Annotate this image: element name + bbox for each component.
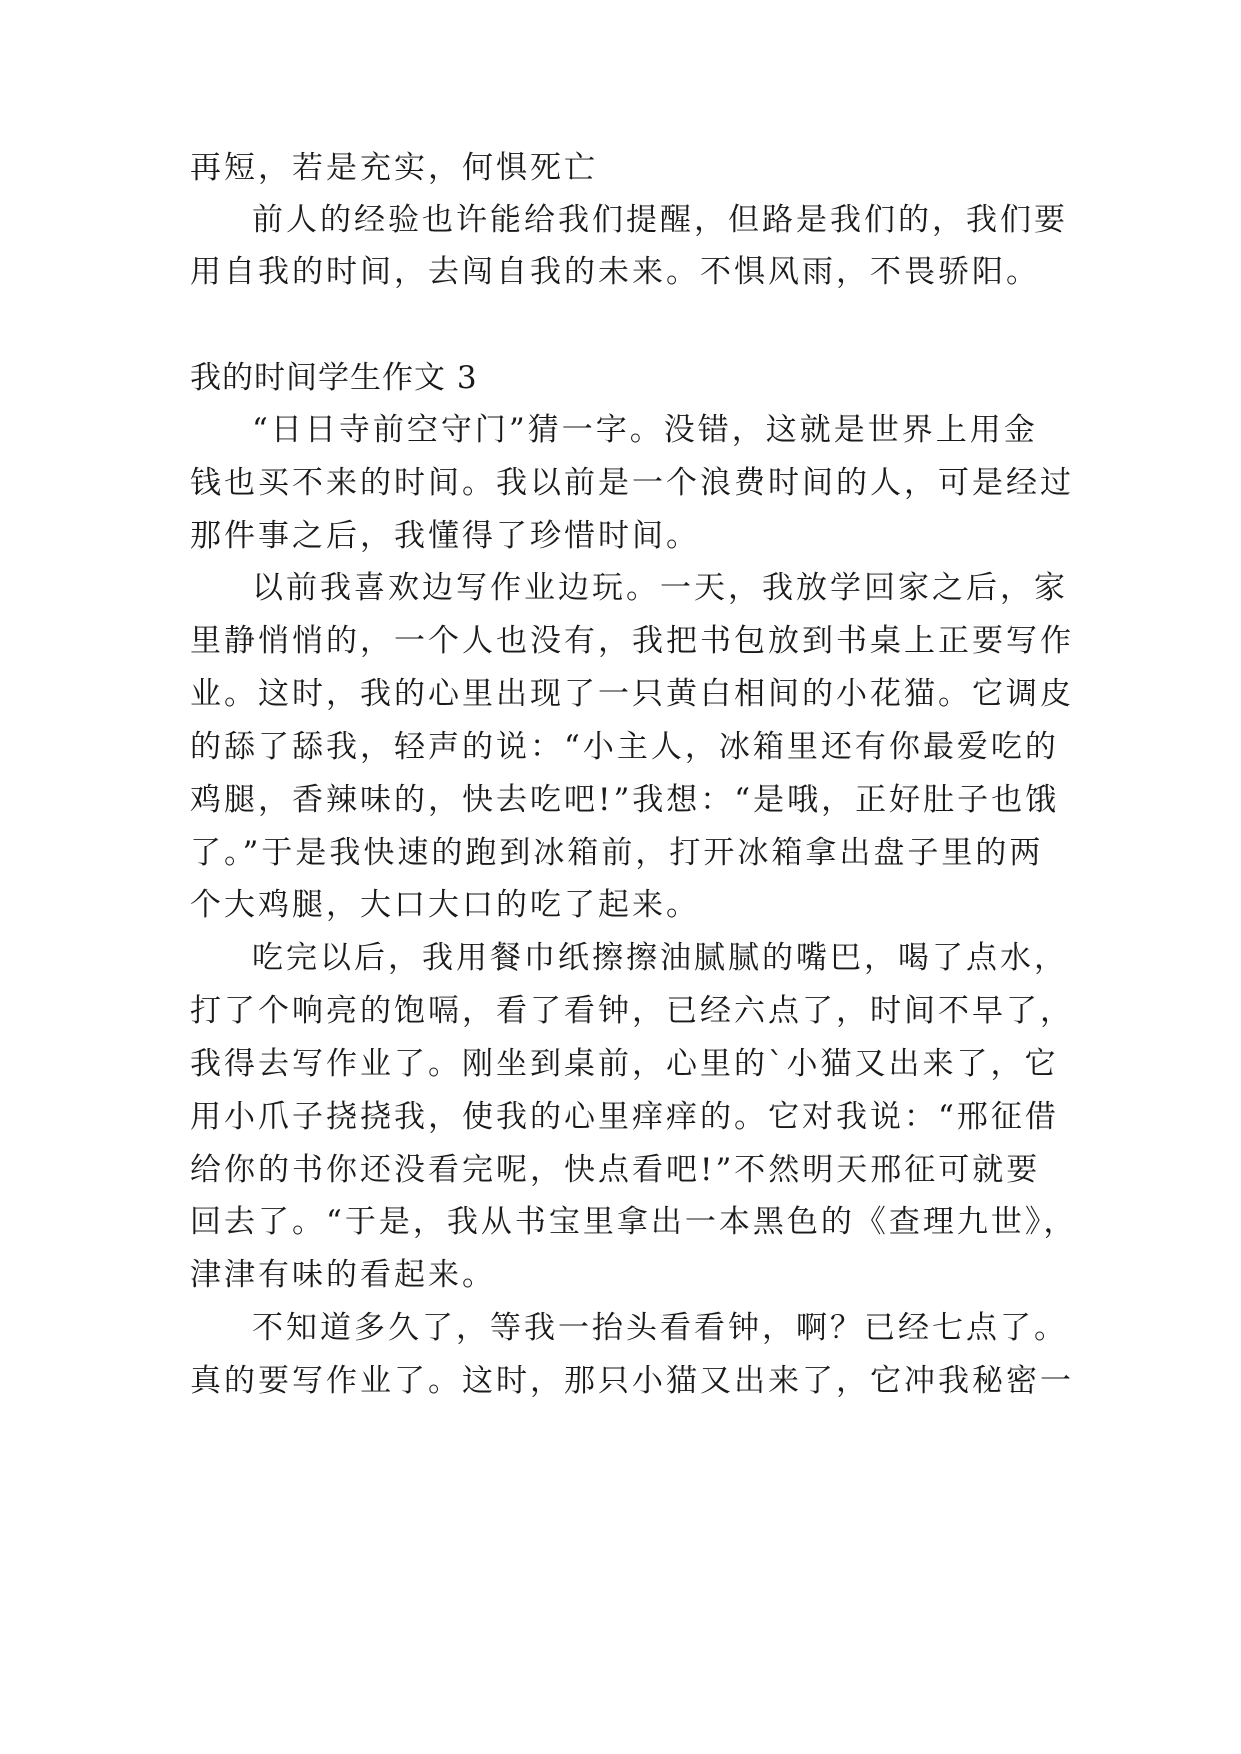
paragraph-after-eating-line: 吃完以后，我用餐巾纸擦擦油腻腻的嘴巴，喝了点水， (252, 940, 1068, 976)
paragraph-seven-line: 真的要写作业了。这时，那只小猫又出来了，它冲我秘密一 (190, 1363, 1074, 1399)
paragraph-after-eating-line: 给你的书你还没看完呢，快点看吧!”不然明天邢征可就要 (190, 1152, 1041, 1188)
paragraph-kitten-line: 了。”于是我快速的跑到冰箱前，打开冰箱拿出盘子里的两 (190, 835, 1044, 871)
paragraph-after-eating-line: 津津有味的看起来。 (190, 1257, 496, 1293)
paragraph-tail-line: 再短，若是充实，何惧死亡 (190, 150, 598, 186)
paragraph-after-eating-line: 回去了。“于是，我从书宝里拿出一本黑色的《查理九世》， (190, 1204, 1078, 1240)
paragraph-kitten-line: 以前我喜欢边写作业边玩。一天，我放学回家之后，家 (252, 570, 1068, 606)
paragraph-kitten-line: 里静悄悄的，一个人也没有，我把书包放到书桌上正要写作 (190, 623, 1074, 659)
paragraph-seven-line: 不知道多久了，等我一抬头看看钟，啊？已经七点了。 (252, 1310, 1068, 1346)
paragraph-after-eating-line: 我得去写作业了。刚坐到桌前，心里的`小猫又出来了，它 (190, 1046, 1059, 1082)
paragraph-predecessors-line: 用自我的时间，去闯自我的未来。不惧风雨，不畏骄阳。 (190, 254, 1040, 290)
paragraph-kitten-line: 业。这时，我的心里出现了一只黄白相间的小花猫。它调皮 (190, 676, 1074, 712)
paragraph-predecessors-line: 前人的经验也许能给我们提醒，但路是我们的，我们要 (252, 202, 1068, 238)
paragraph-kitten-line: 鸡腿，香辣味的，快去吃吧!”我想：“是哦，正好肚子也饿 (190, 782, 1060, 818)
paragraph-riddle-line: “日日寺前空守门”猜一字。没错，这就是世界上用金 (252, 412, 1038, 448)
paragraph-riddle-line: 钱也买不来的时间。我以前是一个浪费时间的人，可是经过 (190, 465, 1074, 501)
paragraph-riddle-line: 那件事之后，我懂得了珍惜时间。 (190, 518, 700, 554)
section-title: 我的时间学生作文 3 (190, 360, 478, 396)
paragraph-after-eating-line: 打了个响亮的饱嗝，看了看钟，已经六点了，时间不早了， (190, 993, 1074, 1029)
paragraph-kitten-line: 个大鸡腿，大口大口的吃了起来。 (190, 887, 700, 923)
paragraph-after-eating-line: 用小爪子挠挠我，使我的心里痒痒的。它对我说：“邢征借 (190, 1099, 1059, 1135)
paragraph-kitten-line: 的舔了舔我，轻声的说：“小主人，冰箱里还有你最爱吃的 (190, 729, 1059, 765)
